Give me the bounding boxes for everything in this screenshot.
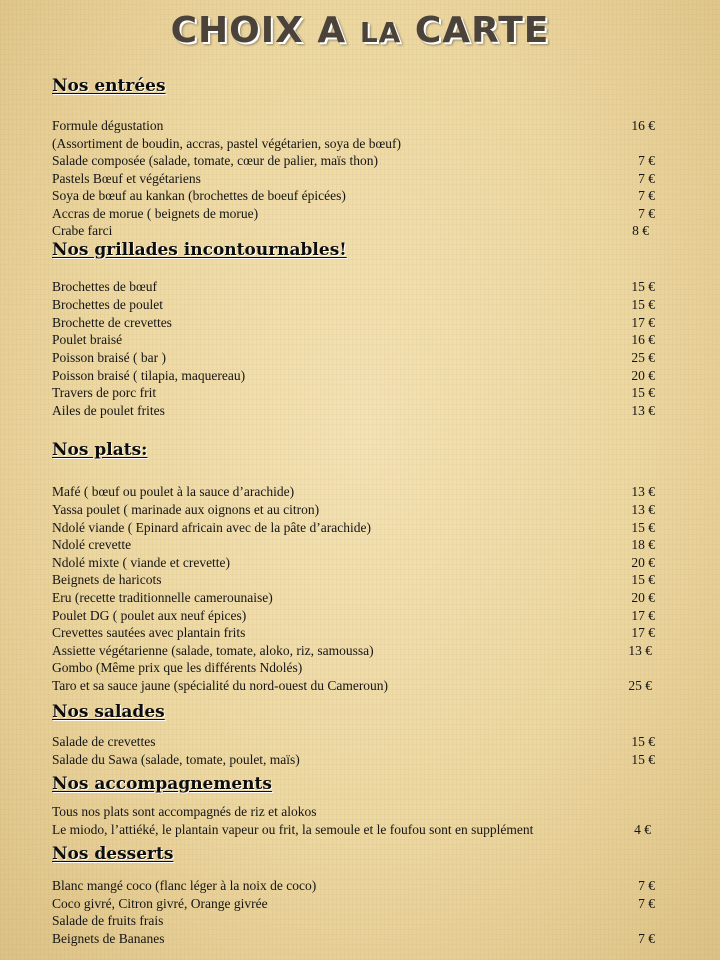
- item-price: 15 €: [631, 734, 655, 749]
- item-name: Mafé ( bœuf ou poulet à la sauce d’arachide): [52, 484, 295, 499]
- menu-item: [52, 205, 655, 223]
- menu-item: [52, 519, 655, 537]
- section-heading-salades: Nos salades: [52, 702, 165, 722]
- menu-item: [52, 222, 655, 240]
- item-price: 7 €: [638, 206, 655, 221]
- item-price: 20 €: [631, 368, 655, 383]
- item-name: Coco givré, Citron givré, Orange givrée: [52, 896, 268, 911]
- menu-item: [52, 135, 655, 153]
- item-name: Crevettes sautées avec plantain frits: [52, 625, 246, 640]
- section-heading-plats: Nos plats:: [52, 440, 148, 460]
- item-price: 17 €: [631, 608, 655, 623]
- item-name: Salade de crevettes: [52, 734, 156, 749]
- item-name: Le miodo, l’attiéké, le plantain vapeur ou frit, la semoule et le foufou sont en supplément: [52, 822, 534, 837]
- item-price: 15 €: [631, 385, 655, 400]
- menu-item: [52, 751, 655, 769]
- menu-item: [52, 821, 655, 839]
- item-price: 13 €: [631, 484, 655, 499]
- item-name: Tous nos plats sont accompagnés de riz et alokos: [52, 804, 317, 819]
- menu-item: [52, 642, 655, 660]
- item-name: Travers de porc frit: [52, 385, 157, 400]
- item-price: 4 €: [634, 822, 651, 837]
- item-price: 13 €: [631, 403, 655, 418]
- item-price: 7 €: [638, 188, 655, 203]
- menu-item: [52, 501, 655, 519]
- menu-item: [52, 877, 655, 895]
- item-price: 13 €: [628, 643, 652, 658]
- menu-item: [52, 589, 655, 607]
- menu-title: [0, 10, 720, 51]
- menu-item: [52, 314, 655, 332]
- item-name: Ndolé mixte ( viande et crevette): [52, 555, 231, 570]
- menu-item: [52, 677, 655, 695]
- item-price: 7 €: [638, 896, 655, 911]
- menu-item: [52, 803, 655, 821]
- menu-item: [52, 659, 655, 677]
- item-price: 7 €: [638, 171, 655, 186]
- item-name: Brochettes de poulet: [52, 297, 163, 312]
- item-name: Brochette de crevettes: [52, 315, 172, 330]
- menu-item: [52, 117, 655, 135]
- item-price: 16 €: [631, 332, 655, 347]
- item-name: Accras de morue ( beignets de morue): [52, 206, 259, 221]
- item-price: 25 €: [631, 350, 655, 365]
- item-name: Ndolé viande ( Epinard africain avec de la pâte d’arachide): [52, 520, 371, 535]
- menu-item: [52, 384, 655, 402]
- item-name: Blanc mangé coco (flanc léger à la noix de coco): [52, 878, 317, 893]
- section-heading-desserts: Nos desserts: [52, 844, 174, 864]
- menu-item: [52, 930, 655, 948]
- item-name: Salade de fruits frais: [52, 913, 164, 928]
- menu-item: [52, 624, 655, 642]
- menu-item: [52, 296, 655, 314]
- item-price: 7 €: [638, 878, 655, 893]
- item-price: 20 €: [631, 555, 655, 570]
- menu-item: [52, 367, 655, 385]
- menu-item: [52, 170, 655, 188]
- item-price: 8 €: [632, 223, 649, 238]
- menu-item: [52, 349, 655, 367]
- item-price: 16 €: [631, 118, 655, 133]
- item-name: Salade composée (salade, tomate, cœur de palier, maïs thon): [52, 153, 378, 168]
- menu-item: [52, 187, 655, 205]
- menu-item: [52, 402, 655, 420]
- item-price: 15 €: [631, 572, 655, 587]
- item-price: 15 €: [631, 520, 655, 535]
- item-name: Poisson braisé ( tilapia, maquereau): [52, 368, 246, 383]
- item-name: (Assortiment de boudin, accras, pastel végétarien, soya de bœuf): [52, 136, 402, 151]
- menu-item: [52, 278, 655, 296]
- item-name: Ailes de poulet frites: [52, 403, 165, 418]
- menu-item: [52, 895, 655, 913]
- item-name: Yassa poulet ( marinade aux oignons et au citron): [52, 502, 320, 517]
- item-name: Assiette végétarienne (salade, tomate, aloko, riz, samoussa): [52, 643, 374, 658]
- item-price: 15 €: [631, 297, 655, 312]
- menu-item: [52, 607, 655, 625]
- item-name: Salade du Sawa (salade, tomate, poulet, maïs): [52, 752, 300, 767]
- item-price: 7 €: [638, 153, 655, 168]
- item-price: 17 €: [631, 625, 655, 640]
- title-part-3: CARTE: [401, 10, 550, 51]
- item-price: 25 €: [628, 678, 652, 693]
- title-part-2: LA: [359, 16, 402, 49]
- menu-item: [52, 571, 655, 589]
- item-name: Soya de bœuf au kankan (brochettes de boeuf épicées): [52, 188, 346, 203]
- item-name: Beignets de Bananes: [52, 931, 165, 946]
- menu-item: [52, 912, 655, 930]
- item-name: Brochettes de bœuf: [52, 279, 157, 294]
- item-price: 15 €: [631, 279, 655, 294]
- item-price: 17 €: [631, 315, 655, 330]
- item-name: Formule dégustation: [52, 118, 164, 133]
- title-part-1: CHOIX A: [170, 10, 360, 51]
- menu-item: [52, 152, 655, 170]
- menu-item: [52, 331, 655, 349]
- item-name: Taro et sa sauce jaune (spécialité du nord-ouest du Cameroun): [52, 678, 389, 693]
- menu-item: [52, 483, 655, 501]
- item-price: 15 €: [631, 752, 655, 767]
- item-name: Pastels Bœuf et végétariens: [52, 171, 201, 186]
- menu-item: [52, 554, 655, 572]
- section-heading-entrees: Nos entrées: [52, 76, 166, 96]
- item-name: Poulet DG ( poulet aux neuf épices): [52, 608, 247, 623]
- menu-item: [52, 733, 655, 751]
- item-name: Poulet braisé: [52, 332, 123, 347]
- item-name: Gombo (Même prix que les différents Ndolés): [52, 660, 303, 675]
- item-name: Ndolé crevette: [52, 537, 132, 552]
- section-heading-accompagnements: Nos accompagnements: [52, 774, 272, 794]
- item-price: 7 €: [638, 931, 655, 946]
- item-name: Beignets de haricots: [52, 572, 162, 587]
- section-heading-grillades: Nos grillades incontournables!: [52, 240, 347, 260]
- item-price: 20 €: [631, 590, 655, 605]
- menu-item: [52, 536, 655, 554]
- item-name: Crabe farci: [52, 223, 113, 238]
- item-price: 18 €: [631, 537, 655, 552]
- item-name: Poisson braisé ( bar ): [52, 350, 166, 365]
- item-name: Eru (recette traditionnelle camerounaise): [52, 590, 273, 605]
- item-price: 13 €: [631, 502, 655, 517]
